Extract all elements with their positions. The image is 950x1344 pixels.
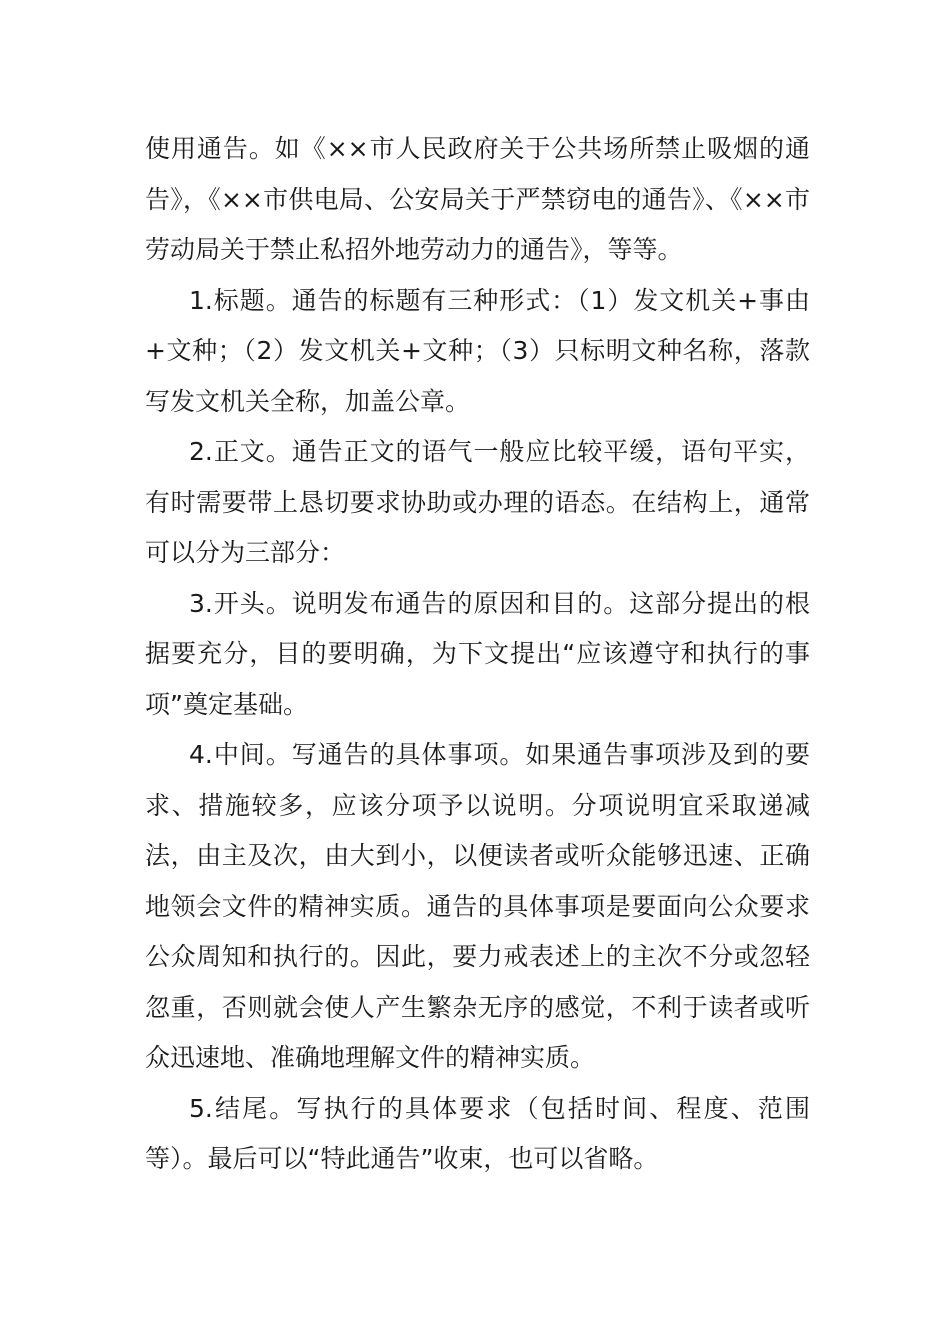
paragraph-title-section: 1.标题。通告的标题有三种形式：（1）发文机关+事由+文种；（2）发文机关+文种；（3）只标明文种名称，落款写发文机关全称，加盖公章。: [145, 285, 810, 416]
paragraph-body-section: 2.正文。通告正文的语气一般应比较平缓，语句平实，有时需要带上恳切要求协助或办理的语态。在结构上，通常可以分为三部分：: [145, 437, 810, 567]
paragraph-ending-section: 5.结尾。写执行的具体要求（包括时间、程度、范围等）。最后可以“特此通告”收束，也可以省略。: [145, 1093, 810, 1173]
paragraph-middle-section: 4.中间。写通告的具体事项。如果通告事项涉及到的要求、措施较多，应该分项予以说明。分项说明宜采取递减法，由主及次，由大到小，以便读者或听众能够迅速、正确地领会文件的精神实质。通告的具体事项是要面向公众要求公众周知和执行的。因此，要力戒表述上的主次不分或忽轻忽重，否则就会使人产生繁杂无序的感觉，不利于读者或听众迅速地、准确地理解文件的精神实质。: [145, 740, 810, 1072]
paragraph-opening-section: 3.开头。说明发布通告的原因和目的。这部分提出的根据要充分，目的要明确，为下文提出“应该遵守和执行的事项”奠定基础。: [145, 588, 810, 719]
document-body: [145, 124, 810, 1185]
paragraph-intro-examples: 使用通告。如《××市人民政府关于公共场所禁止吸烟的通告》，《××市供电局、公安局关于严禁窃电的通告》、《××市劳动局关于禁止私招外地劳动力的通告》，等等。: [145, 134, 810, 264]
